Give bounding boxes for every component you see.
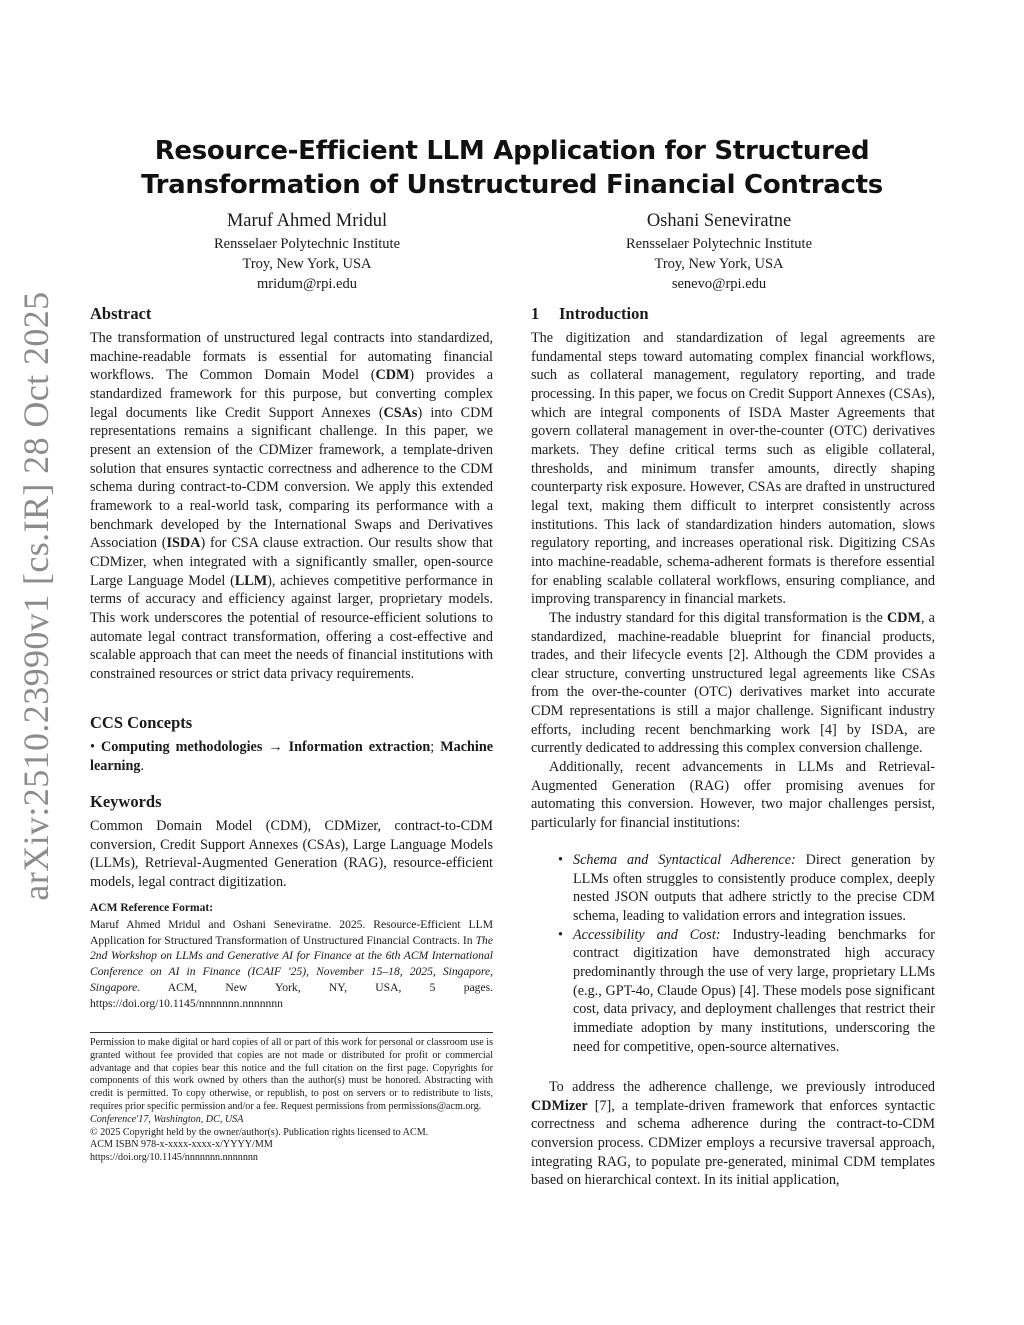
- permission-text: Permission to make digital or hard copies of all or part of this work for personal or classroom use is granted without fee provided that copies are not made or distributed for profit or commercial advantage and that copies bear this notice and the full citation on the first page. Copyrights for components of this work owned by others than the author(s) must be honored. Abstracting with credit is permitted. To copy otherwise, or republish, to post on servers or to redistribute to lists, requires prior specific permission and/or a fee. Request permissions from permissions@acm.org.: [90, 1037, 493, 1112]
- keywords-heading: Keywords: [90, 792, 162, 811]
- acm-reference-text: Maruf Ahmed Mridul and Oshani Seneviratne. 2025. Resource-Efficient LLM Application for Structured Transformation of Unstructured Financial Contracts. In The 2nd Workshop on LLMs and Generative AI for Finance at the 6th ACM International Conference on AI in Finance (ICAIF '25), November 15–18, 2025, Singapore, Singapore. ACM, New York, NY, USA, 5 pages. https://doi.org/10.1145/nnnnnnn.nnnnnnn: [90, 918, 493, 1010]
- conference-line: Conference'17, Washington, DC, USA: [90, 1113, 244, 1125]
- title-line-2: Transformation of Unstructured Financial Contracts: [141, 170, 883, 200]
- intro-heading: [531, 303, 649, 325]
- author-name: Oshani Seneviratne: [646, 211, 792, 231]
- acm-reference-heading: ACM Reference Format:: [90, 902, 214, 914]
- intro-paragraph-2: The industry standard for this digital transformation is the CDM, a standardized, machine-readable blueprint for financial products, trades, and their lifecycle events [2]. Although the CDM provides a clear structure, converting unstructured legal agreements like CSAs from the over-the-counter (OTC) derivatives market into accurate CDM representations is still a major challenge. Significant industry efforts, including recent benchmarking work [4] by ISDA, are currently dedicated to addressing this complex conversion challenge.: [531, 609, 935, 757]
- ccs-heading: CCS Concepts: [90, 713, 193, 732]
- arxiv-id: arXiv:2510.23990v1 [cs.IR] 28 Oct 2025: [16, 291, 56, 901]
- doi-line: https://doi.org/10.1145/nnnnnnn.nnnnnnn: [90, 1152, 258, 1164]
- section-number: 1: [531, 304, 540, 323]
- list-item: • Schema and Syntactical Adherence: Direct generation by LLMs often struggles to consistently produce complex, deeply nested JSON outputs that adhere strictly to the precise CDM schema, leading to validation errors and integration issues.: [558, 852, 935, 924]
- author-email: senevo@rpi.edu: [671, 276, 767, 292]
- intro-body: [531, 329, 935, 833]
- permission-notice: [90, 1037, 493, 1165]
- author-location: Troy, New York, USA: [654, 256, 784, 272]
- list-item: • Accessibility and Cost: Industry-leading benchmarks for contract digitization have demonstrated high accuracy predominantly through the use of very large, proprietary LLMs (e.g., GPT-4o, Claude Opus) [4]. These models pose significant cost, data privacy, and deployment challenges that restrict their immediate adoption by many institutions, underscoring the need for competitive, open-source alternatives.: [558, 926, 935, 1055]
- intro-paragraph-3: Additionally, recent advancements in LLMs and Retrieval-Augmented Generation (RAG) offer promising avenues for automating this conversion. However, two major challenges persist, particularly for financial institutions:: [531, 759, 935, 832]
- paper-title: [90, 134, 934, 202]
- arxiv-sidebar-stamp: [6, 96, 66, 1096]
- intro-paragraph-4: To address the adherence challenge, we previously introduced CDMizer [7], a template-driven framework that enforces syntactic correctness and schema adherence during the contract-to-CDM conversion process. CDMizer employs a recursive traversal approach, integrating RAG, to populate pre-generated, minimal CDM templates based on hierarchical context. In its initial application,: [531, 1079, 935, 1189]
- ccs-concepts: • Computing methodologies → Information extraction; Machine learning.: [90, 739, 494, 774]
- author-affiliation: Rensselaer Polytechnic Institute: [625, 236, 813, 252]
- author-affiliation: Rensselaer Polytechnic Institute: [213, 236, 401, 252]
- title-line-1: Resource-Efficient LLM Application for Structured: [154, 136, 870, 166]
- author-name: Maruf Ahmed Mridul: [226, 211, 388, 231]
- abstract-body: The transformation of unstructured legal contracts into standardized, machine-readable formats is essential for automating financial workflows. The Common Domain Model (CDM) provides a standardized framework for this purpose, but converting complex legal documents like Credit Support Annexes (CSAs) into CDM representations remains a significant challenge. In this paper, we present an extension of the CDMizer framework, a template-driven solution that ensures syntactic correctness and adherence to the CDM schema during contract-to-CDM conversion. We apply this extended framework to a real-world task, comparing its performance with a benchmark developed by the International Swaps and Derivatives Association (ISDA) for CSA clause extraction. Our results show that CDMizer, when integrated with a significantly smaller, open-source Large Language Model (LLM), achieves competitive performance in terms of accuracy and efficiency against larger, proprietary models. This work underscores the potential of resource-efficient solutions to automate legal contract transformation, offering a cost-effective and scalable approach that can meet the needs of financial institutions with constrained resources or strict data privacy requirements.: [90, 330, 494, 682]
- author-location: Troy, New York, USA: [242, 256, 372, 272]
- intro-paragraph-1: The digitization and standardization of legal agreements are fundamental steps toward automating complex financial workflows, such as collateral management, regulatory reporting, and trade processing. In this paper, we focus on Credit Support Annexes (CSAs), which are integral components of ISDA Master Agreements that govern collateral management in over-the-counter (OTC) derivatives markets. They define critical terms such as eligible collateral, thresholds, and minimum transfer amounts, directly shaping counterparty risk exposure. However, CSAs are drafted in unstructured legal text, making them difficult to interpret consistently across institutions. This lack of standardization hinders automation, slows regulatory reporting, and increases operational risk. Digitizing CSAs into machine-readable, schema-adherent formats is therefore essential for enabling scalable collateral workflows, ensuring compliance, and improving transparency in financial markets.: [531, 330, 935, 608]
- isbn-line: ACM ISBN 978-x-xxxx-xxxx-x/YYYY/MM: [90, 1139, 273, 1151]
- intro-bullet-list: [531, 851, 935, 1056]
- footnote-divider: [90, 1032, 493, 1033]
- keywords-text: Common Domain Model (CDM), CDMizer, contract-to-CDM conversion, Credit Support Annexes (CSAs), Large Language Models (LLMs), Retrieval-Augmented Generation (RAG), resource-efficient models, legal contract digitization.: [90, 818, 493, 890]
- abstract-heading: Abstract: [90, 304, 152, 323]
- copyright-line: © 2025 Copyright held by the owner/author(s). Publication rights licensed to ACM.: [90, 1126, 429, 1138]
- section-title: Introduction: [559, 304, 649, 323]
- author-email: mridum@rpi.edu: [257, 276, 357, 292]
- author-block-1: [157, 209, 457, 294]
- author-block-2: [569, 209, 869, 294]
